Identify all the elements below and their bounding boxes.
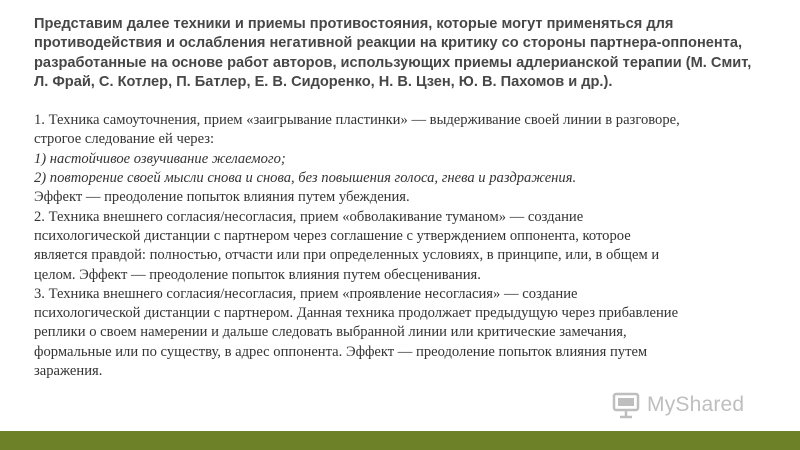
body-line: строгое следование ей через: (34, 131, 215, 148)
body-line: 2. Техника внешнего согласия/несогласия, прием «обволакивание туманом» — создание (34, 208, 584, 225)
slide-content (34, 15, 784, 381)
slide-body (34, 111, 784, 381)
body-line: 1. Техника самоуточнения, прием «заигрывание пластинки» — выдерживание своей линии в разговоре, (34, 112, 680, 129)
footer-bar (0, 431, 800, 450)
presentation-board-icon (611, 390, 641, 420)
body-line: заражения. (34, 363, 103, 380)
body-line-list-item: 2) повторение своей мысли снова и снова, без повышения голоса, гнева и раздражения. (34, 170, 577, 187)
heading-line: Л. Фрай, С. Котлер, П. Батлер, Е. В. Сидоренко, Н. В. Цзен, Ю. В. Пахомов и др.). (34, 73, 613, 90)
body-line: является правдой: полностью, отчасти или при определенных условиях, в принципе, или, в общем и (34, 247, 660, 264)
body-line: психологической дистанции с партнером. Данная техника продолжает предыдущую через прибавление (34, 305, 679, 322)
heading-line: разработанные на основе работ авторов, использующих приемы адлерианской терапии (М. Смит, (34, 54, 752, 71)
slide-heading (34, 15, 784, 92)
body-line: 3. Техника внешнего согласия/несогласия, прием «проявление несогласия» — создание (34, 285, 578, 302)
heading-line: противодействия и ослабления негативной реакции на критику со стороны партнера-оппонента, (34, 35, 743, 52)
watermark-text: MyShared (647, 393, 745, 416)
heading-line: Представим далее техники и приемы противостояния, которые могут применяться для (34, 16, 674, 32)
body-line: целом. Эффект — преодоление попыток влияния путем обесценивания. (34, 266, 481, 283)
body-line: психологической дистанции с партнером через соглашение с утверждением оппонента, которое (34, 227, 631, 244)
body-line: реплики о своем намерении и дальше следовать выбранной линии или критические замечания, (34, 324, 627, 341)
body-line-list-item: 1) настойчивое озвучивание желаемого; (34, 150, 286, 167)
body-line: формальные или по существу, в адрес оппонента. Эффект — преодоление попыток влияния путем (34, 343, 648, 360)
myshared-watermark (611, 388, 771, 422)
body-line: Эффект — преодоление попыток влияния путем убеждения. (34, 189, 410, 206)
